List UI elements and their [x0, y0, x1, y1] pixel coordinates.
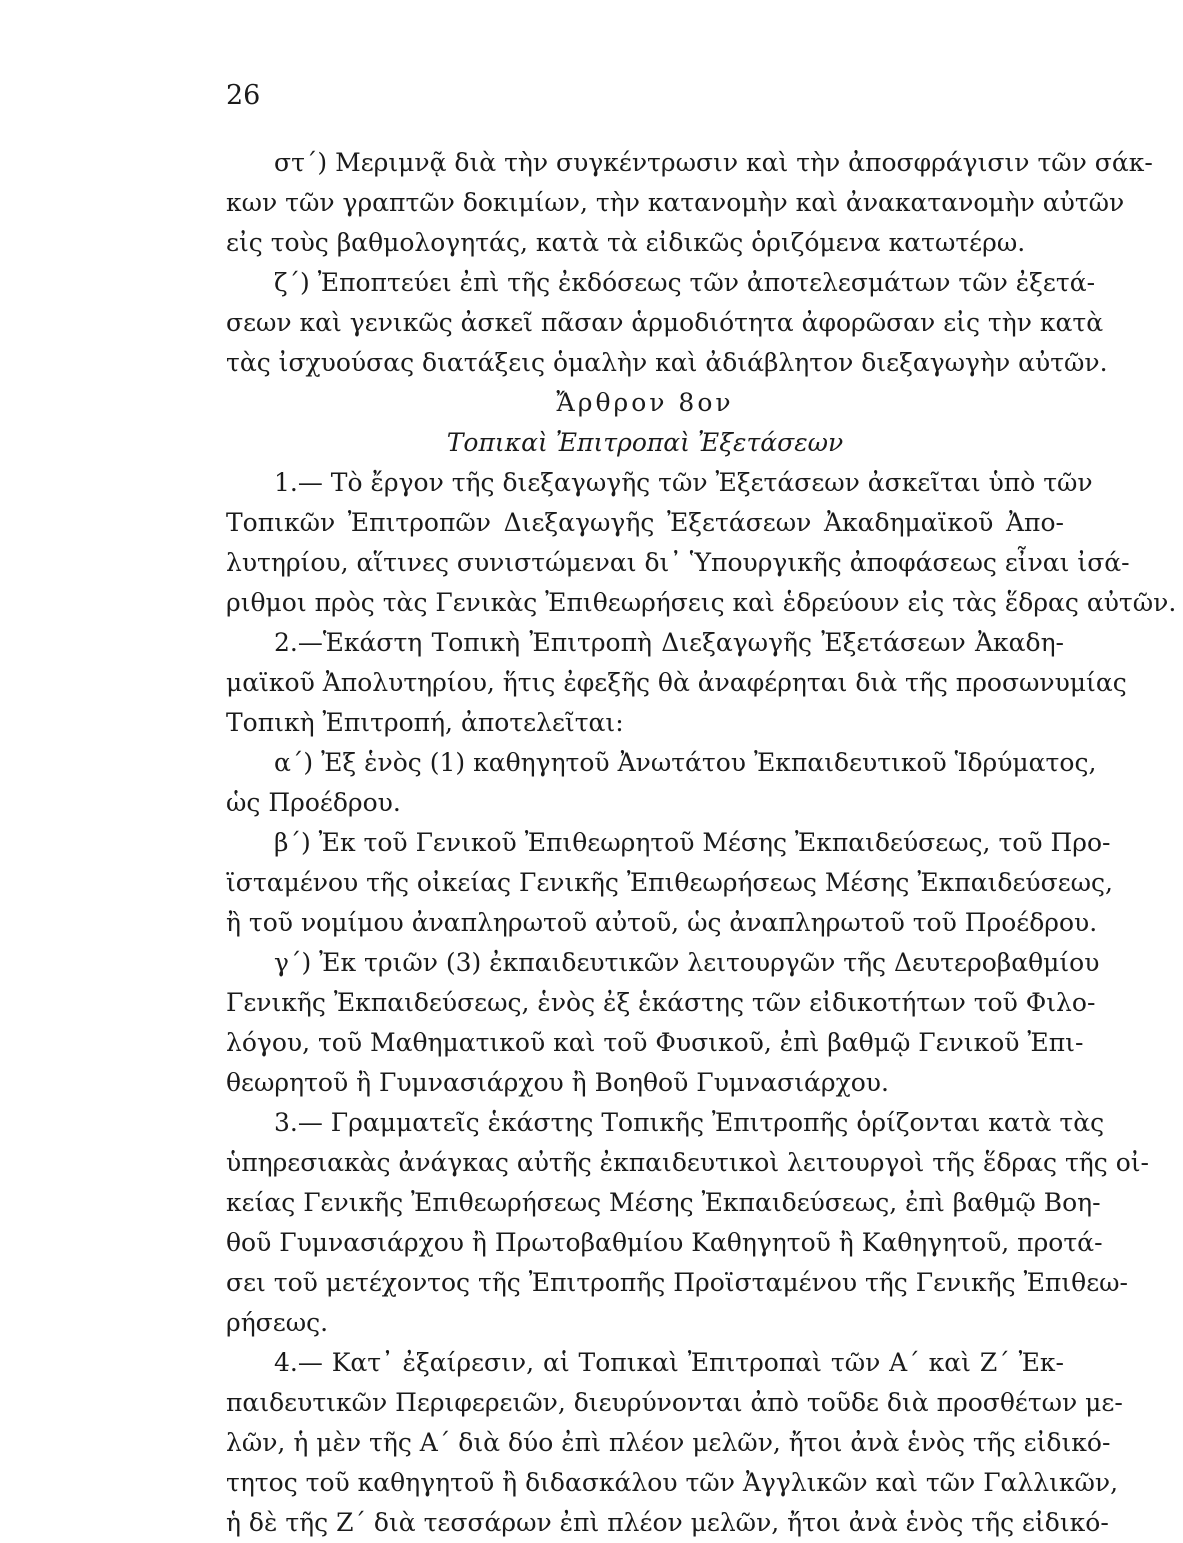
text-line: εἰς τοὺς βαθμολογητάς, κατὰ τὰ εἰδικῶς ὁριζόμενα κατωτέρω. — [226, 228, 1026, 257]
text-line: ἡ δὲ τῆς Ζ΄ διὰ τεσσάρων ἐπὶ πλέον μελῶν, ἤτοι ἀνὰ ἑνὸς τῆς εἰδικό- — [226, 1508, 1109, 1537]
text-line: ρήσεως. — [226, 1308, 329, 1337]
text-line: Γενικῆς Ἐκπαιδεύσεως, ἑνὸς ἐξ ἑκάστης τῶν εἰδικοτήτων τοῦ Φιλο- — [226, 988, 1096, 1017]
text-line: σει τοῦ μετέχοντος τῆς Ἐπιτροπῆς Προϊσταμένου τῆς Γενικῆς Ἐπιθεω- — [226, 1268, 1128, 1297]
article-subheading: Τοπικαὶ Ἐπιτροπαὶ Ἐξετάσεων — [446, 428, 844, 457]
text-line: γ΄) Ἐκ τριῶν (3) ἐκπαιδευτικῶν λειτουργῶν τῆς Δευτεροβαθμίου — [274, 948, 1100, 977]
article-heading: Ἄρθρον 8ον — [556, 388, 734, 417]
text-line: Τοπικὴ Ἐπιτροπή, ἀποτελεῖται: — [226, 708, 624, 737]
text-line: β΄) Ἐκ τοῦ Γενικοῦ Ἐπιθεωρητοῦ Μέσης Ἐκπαιδεύσεως, τοῦ Προ- — [274, 828, 1111, 857]
text-line: τητος τοῦ καθηγητοῦ ἢ διδασκάλου τῶν Ἀγγλικῶν καὶ τῶν Γαλλικῶν, — [226, 1468, 1119, 1497]
text-line: κων τῶν γραπτῶν δοκιμίων, τὴν κατανομὴν καὶ ἀνακατανομὴν αὐτῶν — [226, 188, 1125, 217]
text-line: ϊσταμένου τῆς οἰκείας Γενικῆς Ἐπιθεωρήσεως Μέσης Ἐκπαιδεύσεως, — [226, 868, 1113, 897]
body-text — [226, 143, 1177, 1543]
text-line: ὑπηρεσιακὰς ἀνάγκας αὐτῆς ἐκπαιδευτικοὶ λειτουργοὶ τῆς ἕδρας τῆς οἰ- — [226, 1148, 1149, 1177]
text-line: θεωρητοῦ ἢ Γυμνασιάρχου ἢ Βοηθοῦ Γυμνασιάρχου. — [226, 1068, 889, 1097]
text-line: λῶν, ἡ μὲν τῆς Α΄ διὰ δύο ἐπὶ πλέον μελῶν, ἤτοι ἀνὰ ἑνὸς τῆς εἰδικό- — [226, 1428, 1111, 1457]
text-line: 4.— Κατ᾽ ἐξαίρεσιν, αἱ Τοπικαὶ Ἐπιτροπαὶ τῶν Α΄ καὶ Ζ΄ Ἐκ- — [274, 1348, 1064, 1377]
text-line: κείας Γενικῆς Ἐπιθεωρήσεως Μέσης Ἐκπαιδεύσεως, ἐπὶ βαθμῷ Βοη- — [226, 1188, 1101, 1217]
text-line: ριθμοι πρὸς τὰς Γενικὰς Ἐπιθεωρήσεις καὶ ἑδρεύουν εἰς τὰς ἕδρας αὐτῶν. — [226, 588, 1177, 617]
page-number: 26 — [226, 80, 261, 111]
text-line: 1.— Τὸ ἔργον τῆς διεξαγωγῆς τῶν Ἐξετάσεων ἀσκεῖται ὑπὸ τῶν — [274, 468, 1093, 497]
text-line: μαϊκοῦ Ἀπολυτηρίου, ἥτις ἐφεξῆς θὰ ἀναφέρηται διὰ τῆς προσωνυμίας — [226, 668, 1127, 697]
text-line: λόγου, τοῦ Μαθηματικοῦ καὶ τοῦ Φυσικοῦ, ἐπὶ βαθμῷ Γενικοῦ Ἐπι- — [226, 1028, 1084, 1057]
text-line: θοῦ Γυμνασιάρχου ἢ Πρωτοβαθμίου Καθηγητοῦ ἢ Καθηγητοῦ, προτά- — [226, 1228, 1103, 1257]
text-line: α΄) Ἐξ ἑνὸς (1) καθηγητοῦ Ἀνωτάτου Ἐκπαιδευτικοῦ Ἱδρύματος, — [274, 748, 1097, 777]
text-line: ζ΄) Ἐποπτεύει ἐπὶ τῆς ἐκδόσεως τῶν ἀποτελεσμάτων τῶν ἐξετά- — [274, 268, 1096, 297]
text-line: ὡς Προέδρου. — [226, 788, 401, 817]
text-line: παιδευτικῶν Περιφερειῶν, διευρύνονται ἀπὸ τοῦδε διὰ προσθέτων με- — [226, 1388, 1123, 1417]
text-line: 3.— Γραμματεῖς ἑκάστης Τοπικῆς Ἐπιτροπῆς ὁρίζονται κατὰ τὰς — [274, 1108, 1105, 1137]
text-line: Τοπικῶν Ἐπιτροπῶν Διεξαγωγῆς Ἐξετάσεων Ἀκαδημαϊκοῦ Ἀπο- — [226, 508, 1064, 537]
text-line: ἢ τοῦ νομίμου ἀναπληρωτοῦ αὐτοῦ, ὡς ἀναπληρωτοῦ τοῦ Προέδρου. — [226, 908, 1098, 937]
text-line: στ΄) Μεριμνᾷ διὰ τὴν συγκέντρωσιν καὶ τὴν ἀποσφράγισιν τῶν σάκ- — [274, 148, 1153, 177]
text-line: σεων καὶ γενικῶς ἀσκεῖ πᾶσαν ἁρμοδιότητα ἀφορῶσαν εἰς τὴν κατὰ — [226, 308, 1104, 337]
text-line: τὰς ἰσχυούσας διατάξεις ὁμαλὴν καὶ ἀδιάβλητον διεξαγωγὴν αὐτῶν. — [226, 348, 1108, 377]
text-line: λυτηρίου, αἵτινες συνιστώμεναι δι᾽ Ὑπουργικῆς ἀποφάσεως εἶναι ἰσά- — [226, 548, 1130, 577]
text-line: 2.—Ἑκάστη Τοπικὴ Ἐπιτροπὴ Διεξαγωγῆς Ἐξετάσεων Ἀκαδη- — [274, 628, 1064, 657]
